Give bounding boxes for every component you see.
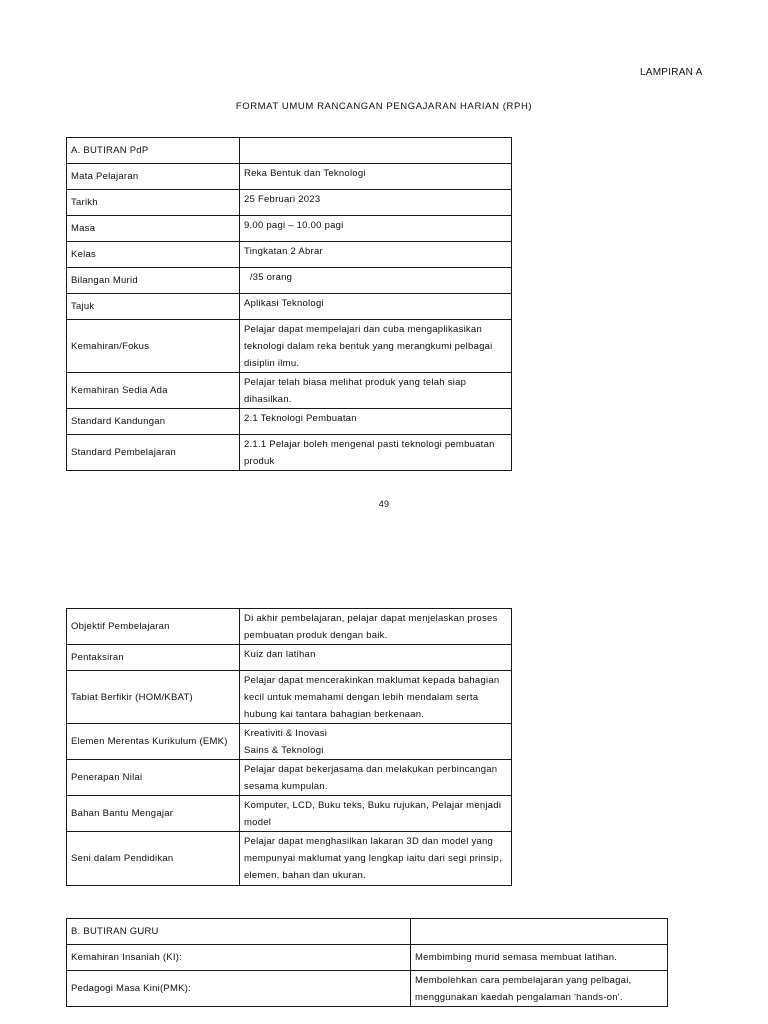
table-cell-empty <box>411 919 668 945</box>
row-value: Pelajar telah biasa melihat produk yang telah siap dihasilkan. <box>240 373 512 409</box>
row-label: Standard Kandungan <box>67 409 240 435</box>
objektif-table <box>66 608 512 886</box>
table-row <box>67 760 512 796</box>
table-row <box>67 409 512 435</box>
table-row <box>67 971 668 1007</box>
butiran-pdp-table <box>66 137 512 471</box>
emk-line-1: Kreativiti & Inovasi <box>244 728 328 739</box>
row-value: Reka Bentuk dan Teknologi <box>240 164 512 190</box>
row-label: Kemahiran Insaniah (KI): <box>67 945 411 971</box>
table-row <box>67 294 512 320</box>
row-value: 9.00 pagi – 10.00 pagi <box>240 216 512 242</box>
row-label: Mata Pelajaran <box>67 164 240 190</box>
row-label: Kemahiran Sedia Ada <box>67 373 240 409</box>
emk-line-2: Sains & Teknologi <box>244 745 324 756</box>
row-label: Pentaksiran <box>67 645 240 671</box>
table-row <box>67 138 512 164</box>
row-label: Penerapan Nilai <box>67 760 240 796</box>
row-value: Pelajar dapat bekerjasama dan melakukan perbincangan sesama kumpulan. <box>240 760 512 796</box>
row-label: Seni dalam Pendidikan <box>67 832 240 886</box>
section-heading: B. BUTIRAN GURU <box>67 919 411 945</box>
row-label: Bilangan Murid <box>67 268 240 294</box>
row-value: Pelajar dapat menghasilkan lakaran 3D dan model yang mempunyai maklumat yang lengkap iaitu dari segi prinsip, elemen, bahan dan ukuran. <box>240 832 512 886</box>
document-title: FORMAT UMUM RANCANGAN PENGAJARAN HARIAN (RPH) <box>235 101 533 112</box>
table-row <box>67 216 512 242</box>
row-value <box>240 724 512 760</box>
row-label: Masa <box>67 216 240 242</box>
row-label: Kemahiran/Fokus <box>67 320 240 373</box>
table-row <box>67 435 512 471</box>
page-number: 49 <box>378 499 390 509</box>
row-value: Pelajar dapat mempelajari dan cuba mengaplikasikan teknologi dalam reka bentuk yang merangkumi pelbagai disiplin ilmu. <box>240 320 512 373</box>
row-label: Kelas <box>67 242 240 268</box>
row-label: Standard Pembelajaran <box>67 435 240 471</box>
row-value: Membolehkan cara pembelajaran yang pelbagai, menggunakan kaedah pengalaman 'hands-on'. <box>411 971 668 1007</box>
row-value: Di akhir pembelajaran, pelajar dapat menjelaskan proses pembuatan produk dengan baik. <box>240 609 512 645</box>
table-row <box>67 724 512 760</box>
table-row <box>67 373 512 409</box>
row-value: Tingkatan 2 Abrar <box>240 242 512 268</box>
table-row <box>67 645 512 671</box>
row-value: Komputer, LCD, Buku teks, Buku rujukan, Pelajar menjadi model <box>240 796 512 832</box>
row-value: Pelajar dapat mencerakinkan maklumat kepada bahagian kecil untuk memahami dengan lebih mendalam serta hubung kai tantara bahagian berkenaan. <box>240 671 512 724</box>
table-cell-empty <box>240 138 512 164</box>
table-row <box>67 190 512 216</box>
row-label: Tajuk <box>67 294 240 320</box>
row-value: 25 Februari 2023 <box>240 190 512 216</box>
row-label: Objektif Pembelajaran <box>67 609 240 645</box>
table-row <box>67 242 512 268</box>
table-row <box>67 268 512 294</box>
row-value: Membimbing murid semasa membuat latihan. <box>411 945 668 971</box>
table-row <box>67 945 668 971</box>
row-value: /35 orang <box>240 268 512 294</box>
row-value: 2.1 Teknologi Pembuatan <box>240 409 512 435</box>
row-value: Kuiz dan latihan <box>240 645 512 671</box>
row-label: Tabiat Berfikir (HOM/KBAT) <box>67 671 240 724</box>
table-row <box>67 796 512 832</box>
table-row <box>67 609 512 645</box>
table-row <box>67 320 512 373</box>
section-heading: A. BUTIRAN PdP <box>67 138 240 164</box>
lampiran-label: LAMPIRAN A <box>640 67 703 78</box>
butiran-guru-table <box>66 918 668 1007</box>
row-label: Pedagogi Masa Kini(PMK): <box>67 971 411 1007</box>
row-label: Tarikh <box>67 190 240 216</box>
row-value: 2.1.1 Pelajar boleh mengenal pasti teknologi pembuatan produk <box>240 435 512 471</box>
row-label: Elemen Merentas Kurikulum (EMK) <box>67 724 240 760</box>
table-row <box>67 919 668 945</box>
row-value: Aplikasi Teknologi <box>240 294 512 320</box>
row-label: Bahan Bantu Mengajar <box>67 796 240 832</box>
table-row <box>67 164 512 190</box>
table-row <box>67 671 512 724</box>
table-row <box>67 832 512 886</box>
